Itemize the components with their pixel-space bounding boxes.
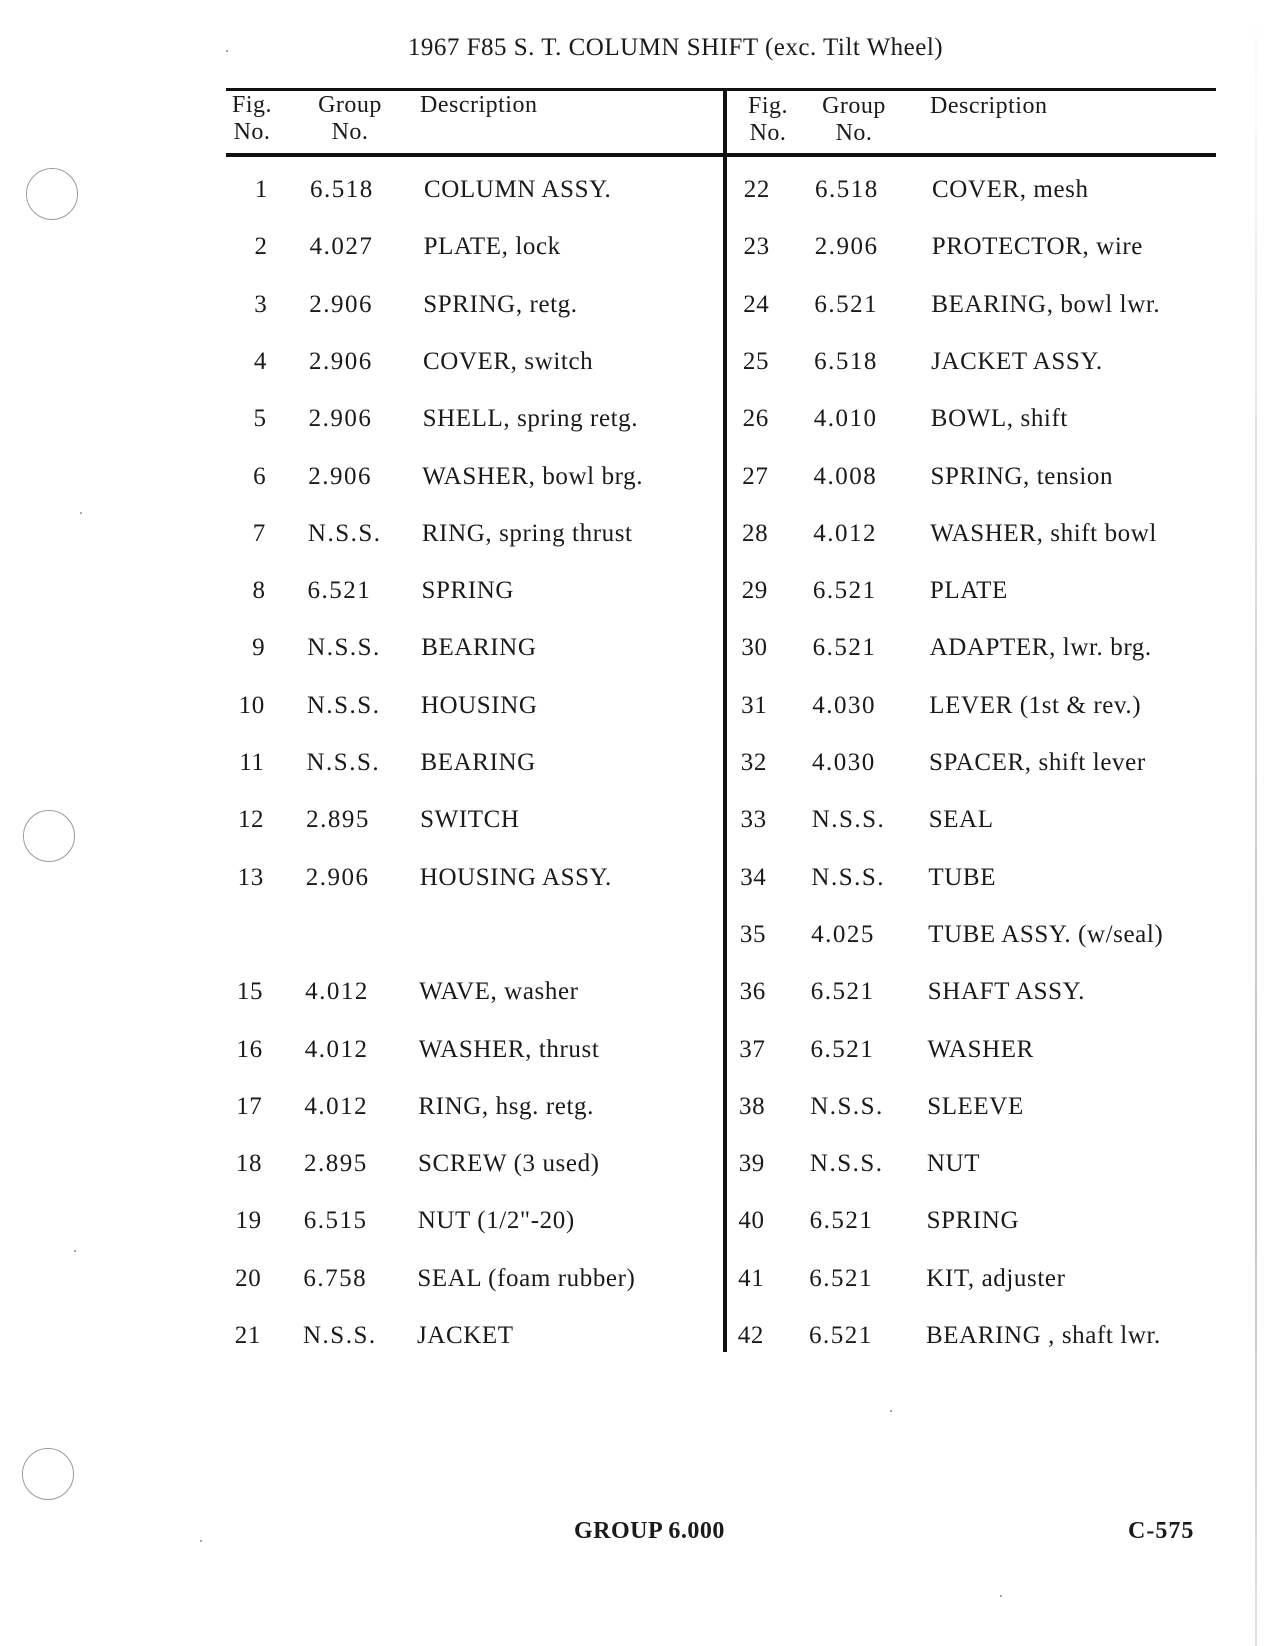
page-title: 1967 F85 S. T. COLUMN SHIFT (exc. Tilt Wheel) — [407, 34, 944, 61]
group-number: 6.518 — [815, 176, 879, 203]
fig-number: 24 — [743, 290, 770, 318]
group-number: 6.521 — [812, 577, 877, 605]
part-description: COVER, mesh — [932, 176, 1089, 203]
header-fig-left — [226, 92, 278, 146]
group-number: 6.521 — [810, 1035, 875, 1063]
fig-number: 21 — [234, 1322, 261, 1349]
group-number: 4.012 — [813, 519, 877, 547]
fig-number: 31 — [741, 691, 768, 719]
part-description: WAVE, washer — [419, 978, 579, 1006]
part-description: SHAFT ASSY. — [927, 978, 1085, 1006]
part-description: KIT, adjuster — [926, 1264, 1066, 1292]
fig-number: 27 — [742, 462, 769, 490]
part-description: WASHER — [927, 1035, 1034, 1063]
group-number: 4.030 — [812, 691, 877, 719]
part-description: COVER, switch — [422, 347, 594, 375]
part-description: SHELL, spring retg. — [422, 405, 639, 433]
fig-number: 7 — [252, 519, 266, 547]
speck — [890, 1410, 892, 1412]
part-description: WASHER, shift bowl — [930, 519, 1157, 547]
part-description: PLATE, lock — [423, 233, 561, 261]
part-description: SPRING, retg. — [423, 290, 578, 318]
group-number: 4.012 — [304, 1092, 369, 1120]
fig-number: 28 — [741, 519, 769, 547]
fig-number: 33 — [740, 806, 767, 834]
group-number: 4.027 — [309, 233, 374, 261]
group-number: 2.906 — [308, 462, 372, 490]
header-no-label: No. — [835, 120, 873, 146]
fig-number: 12 — [237, 806, 265, 834]
fig-number: 5 — [253, 405, 267, 433]
group-number: N.S.S. — [303, 1322, 377, 1349]
header-description-right: Description — [930, 93, 1048, 119]
fig-number: 1 — [254, 176, 268, 203]
part-description: BEARING, bowl lwr. — [931, 290, 1161, 318]
part-description: COLUMN ASSY. — [424, 176, 612, 203]
fig-number: 22 — [743, 176, 770, 203]
part-description: TUBE ASSY. (w/seal) — [928, 920, 1164, 948]
group-number: N.S.S. — [809, 1150, 884, 1178]
part-description: NUT (1/2"-20) — [417, 1207, 575, 1235]
fig-number: 6 — [253, 462, 267, 490]
part-description: WASHER, thrust — [418, 1035, 600, 1063]
group-number: 2.906 — [305, 863, 370, 891]
group-number: 2.895 — [306, 806, 370, 834]
table-top-rule — [226, 88, 1216, 91]
fig-number: 34 — [740, 863, 767, 891]
group-number: 6.758 — [303, 1264, 368, 1292]
group-number: 2.906 — [308, 405, 373, 433]
group-number: 6.521 — [810, 978, 875, 1006]
part-description: SPACER, shift lever — [929, 749, 1146, 776]
group-number: 2.895 — [304, 1150, 368, 1178]
group-number: 6.521 — [809, 1264, 874, 1292]
group-number: N.S.S. — [810, 1092, 884, 1120]
group-number: N.S.S. — [306, 749, 381, 776]
group-number: N.S.S. — [306, 691, 381, 719]
fig-number: 4 — [253, 347, 267, 375]
part-description: RING, hsg. retg. — [418, 1092, 594, 1120]
group-number: 4.030 — [812, 749, 876, 776]
header-bottom-rule — [226, 153, 1216, 157]
group-number: 2.906 — [814, 233, 879, 261]
group-number: 2.906 — [308, 347, 373, 375]
fig-number: 15 — [236, 978, 264, 1006]
header-no-label: No. — [331, 119, 369, 145]
part-description: SEAL — [928, 806, 994, 834]
header-no-label: No. — [749, 120, 787, 146]
fig-number: 10 — [238, 691, 265, 719]
punch-hole-middle — [23, 810, 75, 862]
header-fig-label: Fig. — [231, 92, 272, 118]
fig-number: 42 — [737, 1322, 764, 1349]
group-number: 6.521 — [809, 1322, 873, 1349]
group-number: 2.906 — [309, 290, 374, 318]
part-description: SWITCH — [420, 806, 520, 834]
part-description: SCREW (3 used) — [418, 1150, 600, 1178]
group-number: N.S.S. — [811, 806, 886, 834]
part-description: TUBE — [928, 863, 997, 891]
fig-number: 8 — [252, 577, 266, 605]
group-number: N.S.S. — [811, 863, 886, 891]
fig-number: 32 — [740, 749, 767, 776]
group-number: 6.518 — [310, 176, 374, 203]
part-description: BEARING — [421, 634, 537, 662]
part-description: BEARING , shaft lwr. — [926, 1322, 1161, 1349]
fig-number: 39 — [738, 1150, 765, 1178]
fig-number: 19 — [235, 1207, 262, 1235]
group-number: 4.012 — [304, 1035, 369, 1063]
fig-number: 11 — [239, 749, 265, 776]
page-edge-shadow — [1255, 0, 1257, 1646]
part-description: LEVER (1st & rev.) — [929, 691, 1142, 719]
fig-number: 17 — [236, 1092, 263, 1120]
footer-group-label: GROUP 6.000 — [574, 1518, 725, 1544]
part-description: SLEEVE — [927, 1092, 1024, 1120]
group-number: 4.010 — [813, 405, 878, 433]
speck — [1000, 1595, 1002, 1597]
header-group-left — [310, 92, 390, 146]
fig-number: 16 — [236, 1035, 263, 1063]
group-number: N.S.S. — [307, 634, 381, 662]
fig-number: 20 — [235, 1264, 262, 1292]
group-number: N.S.S. — [307, 519, 382, 547]
part-description: PROTECTOR, wire — [931, 233, 1144, 261]
fig-number: 41 — [738, 1264, 765, 1292]
header-group-label: Group — [822, 93, 886, 119]
fig-number: 23 — [743, 233, 770, 261]
fig-number: 30 — [741, 634, 768, 662]
part-description: NUT — [926, 1150, 981, 1178]
punch-hole-top — [26, 168, 78, 220]
fig-number: 9 — [252, 634, 266, 662]
part-description: BOWL, shift — [930, 405, 1068, 433]
header-no-label: No. — [233, 119, 271, 145]
fig-number: 13 — [237, 863, 264, 891]
fig-number: 3 — [254, 290, 268, 318]
fig-number: 36 — [739, 978, 766, 1006]
group-number: 6.518 — [814, 347, 878, 375]
part-description: RING, spring thrust — [421, 519, 633, 547]
group-number: 4.012 — [305, 978, 369, 1006]
header-fig-label: Fig. — [747, 93, 788, 119]
page-number: C-575 — [1128, 1518, 1195, 1544]
fig-number: 40 — [738, 1207, 765, 1235]
group-number: 6.521 — [809, 1207, 874, 1235]
header-group-right — [814, 93, 894, 147]
part-description: SEAL (foam rubber) — [417, 1264, 636, 1292]
group-number: 6.515 — [303, 1207, 368, 1235]
group-number: 6.521 — [307, 577, 372, 605]
group-number: 6.521 — [814, 290, 879, 318]
fig-number: 25 — [742, 347, 770, 375]
fig-number: 26 — [742, 405, 769, 433]
part-description: JACKET ASSY. — [931, 347, 1103, 375]
punch-hole-bottom — [22, 1448, 74, 1500]
group-number: 4.008 — [813, 462, 878, 490]
group-number: 6.521 — [812, 634, 877, 662]
fig-number: 37 — [739, 1035, 766, 1063]
part-description: JACKET — [417, 1322, 514, 1349]
part-description: PLATE — [929, 577, 1008, 605]
speck — [200, 1540, 202, 1542]
header-fig-right — [742, 93, 794, 147]
part-description: BEARING — [420, 749, 536, 776]
fig-number: 2 — [254, 233, 268, 261]
fig-number: 18 — [235, 1150, 263, 1178]
speck — [74, 1250, 76, 1252]
part-description: SPRING — [926, 1207, 1020, 1235]
part-description: SPRING, tension — [930, 462, 1114, 490]
part-description: WASHER, bowl brg. — [422, 462, 644, 490]
part-description: ADAPTER, lwr. brg. — [929, 634, 1152, 662]
speck — [80, 512, 82, 514]
fig-number: 38 — [738, 1092, 766, 1120]
part-description: SPRING — [421, 577, 515, 605]
fig-number: 35 — [739, 920, 767, 948]
header-group-label: Group — [318, 92, 382, 118]
header-description-left: Description — [420, 92, 538, 118]
group-number: 4.025 — [811, 920, 875, 948]
part-description: HOUSING — [420, 691, 538, 719]
fig-number: 29 — [741, 577, 768, 605]
part-description: HOUSING ASSY. — [419, 863, 612, 891]
